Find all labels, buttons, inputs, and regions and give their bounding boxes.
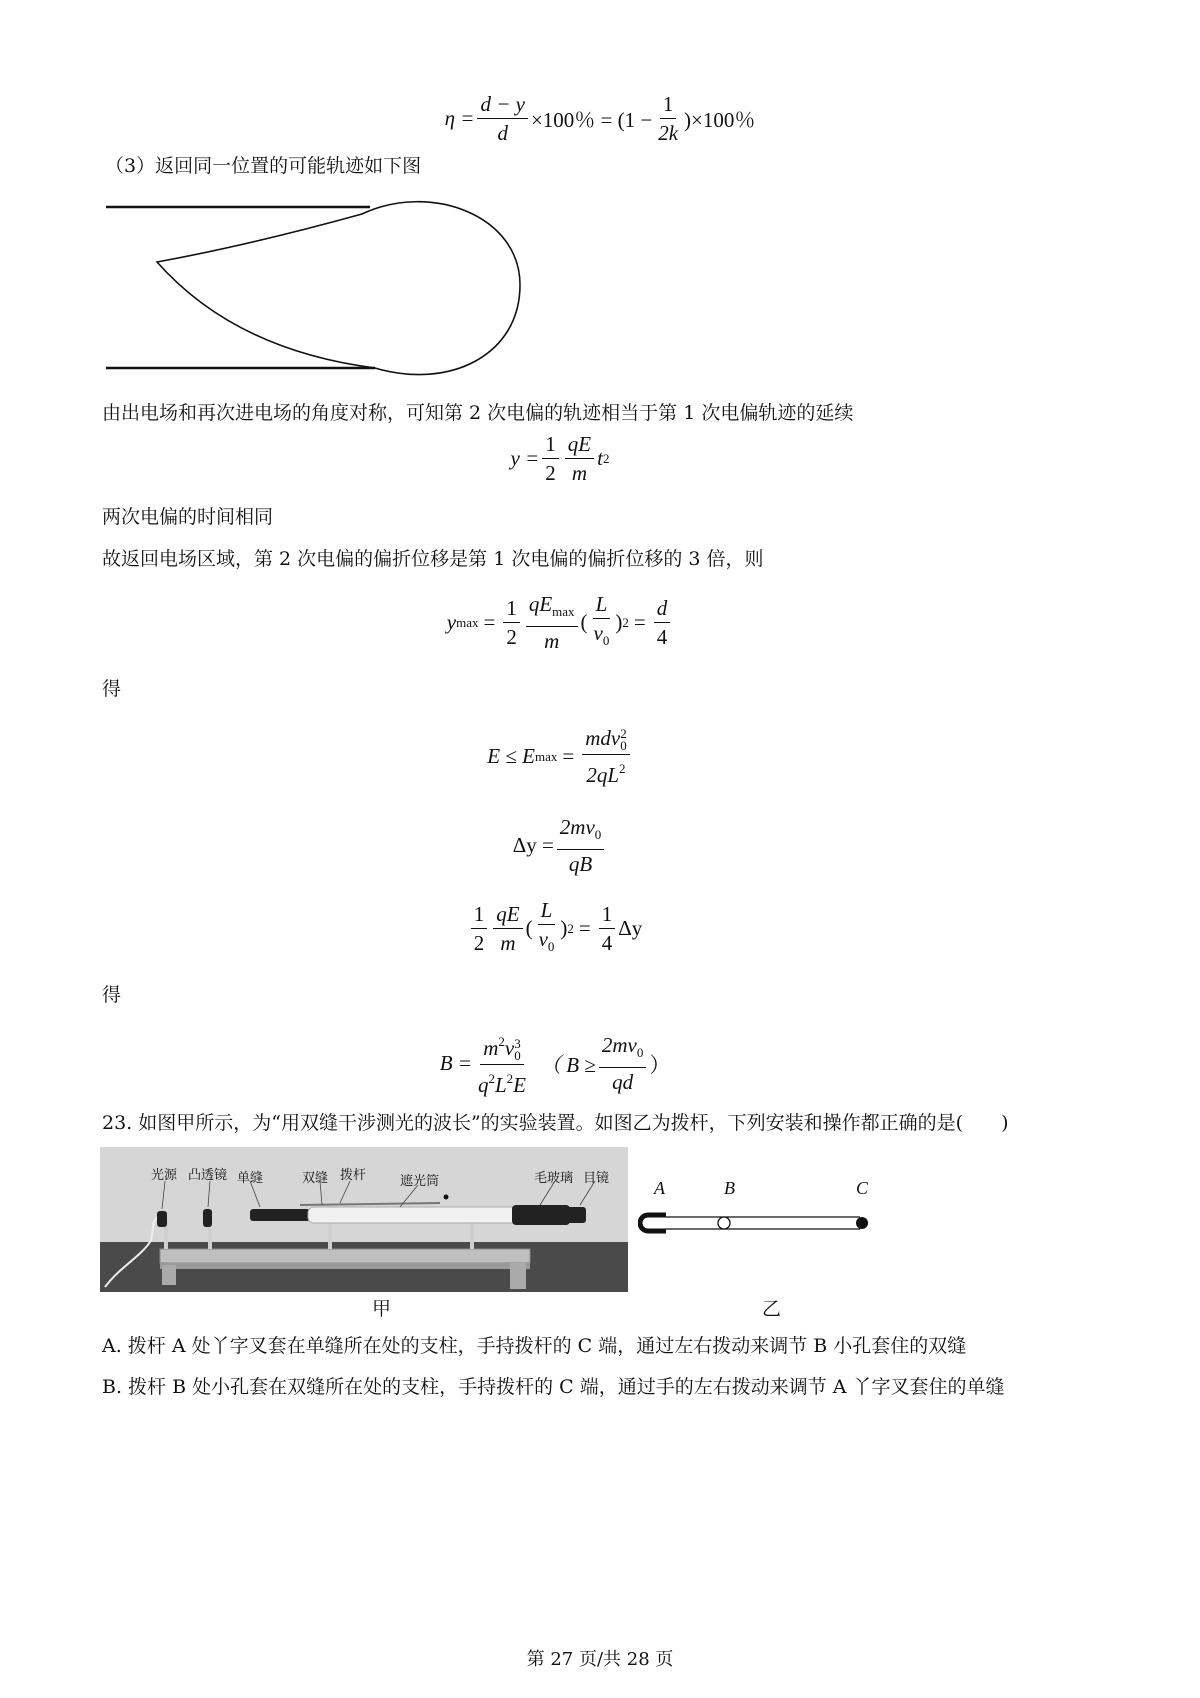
label-double-slit: 双缝 — [302, 1171, 329, 1186]
lever-diagram — [638, 1195, 878, 1245]
emax-equation: E ≤ E max = mdv 2 0 $2qL^2$ — [450, 726, 670, 787]
caption-jia: 甲 — [372, 1298, 392, 1320]
paragraph-three-times: 故返回电场区域，第 2 次电偏的偏折位移是第 1 次电偏的偏折位移的 3 倍，则 — [102, 548, 764, 570]
word-de-2: 得 — [102, 984, 122, 1006]
eq1-middle: ×100％ = (1 − — [530, 107, 653, 132]
delta-y-equation: Δy = $\frac{2mv_0}{qB}$ — [490, 815, 630, 876]
quarter-delta-y-equation: $\frac{1}{2}$ $\frac{qE}{m}$ ( $\frac{L}{v_0}$ ) 2 = $\frac{1}{4}$ Δy — [460, 898, 650, 959]
question-23: 23. 如图甲所示，为“用双缝干涉测光的波长”的实验装置。如图乙为拨杆，下列安装和操作都正确的是( ) — [102, 1112, 1009, 1134]
caption-yi: 乙 — [762, 1298, 782, 1320]
eq1-lhs: η = — [444, 106, 475, 130]
label-convex-lens: 凸透镜 — [188, 1168, 228, 1183]
label-frosted-glass: 毛玻璃 — [534, 1171, 574, 1186]
label-eyepiece: 目镜 — [583, 1171, 610, 1186]
label-light-source: 光源 — [151, 1168, 178, 1183]
option-b: B. 拨杆 B 处小孔套在双缝所在处的支柱，手持拨杆的 C 端，通过手的左右拨动来调节 A 丫字叉套住的单缝 — [102, 1376, 1005, 1398]
rod-label-a: A — [654, 1178, 665, 1198]
particle-trajectory — [157, 202, 520, 375]
part3-heading: （3）返回同一位置的可能轨迹如下图 — [105, 155, 422, 177]
paragraph-symmetry: 由出电场和再次进电场的角度对称，可知第 2 次电偏的轨迹相当于第 1 次电偏轨迹的延续 — [102, 402, 854, 424]
rod-label-c: C — [856, 1178, 869, 1198]
word-de-1: 得 — [102, 678, 122, 700]
efficiency-equation — [380, 92, 820, 145]
paragraph-same-time: 两次电偏的时间相同 — [102, 506, 274, 528]
option-a: A. 拨杆 A 处丫字叉套在单缝所在处的支柱，手持拨杆的 C 端，通过左右拨动来调节 B 小孔套住的双缝 — [102, 1335, 967, 1357]
hole-b — [718, 1217, 730, 1229]
eq1-fraction-2: $\frac{1}{2k}$ — [658, 92, 679, 145]
displacement-equation: y = $\frac{1}{2}$ $\frac{qE}{m}$ t 2 — [510, 432, 610, 485]
trajectory-diagram — [100, 190, 530, 390]
page-footer: 第 27 页/共 28 页 — [526, 1649, 674, 1670]
label-shade-tube: 遮光筒 — [400, 1174, 440, 1189]
ymax-equation: y max = $\frac{1}{2}$ $\frac{qE_{max}}{m}$ ( $\frac{L}{v_0}$ ) 2 = $\frac{d}{4}$ — [420, 592, 700, 653]
fork-end-a — [640, 1215, 666, 1231]
eq1-end: )×100％ — [684, 107, 756, 132]
apparatus-photo — [100, 1147, 628, 1292]
end-c — [856, 1217, 868, 1229]
label-single-slit: 单缝 — [237, 1171, 264, 1186]
label-lever: 拨杆 — [340, 1168, 367, 1183]
b-field-equation: B = $m^2v$ 3 0 $q^2L^2E$ （ B ≥ $\frac{2mv_0}{qd}$ ） — [430, 1030, 680, 1097]
rod-label-b: B — [724, 1178, 735, 1198]
eq1-fraction: $\frac{d - y}{d}$ — [477, 92, 528, 145]
